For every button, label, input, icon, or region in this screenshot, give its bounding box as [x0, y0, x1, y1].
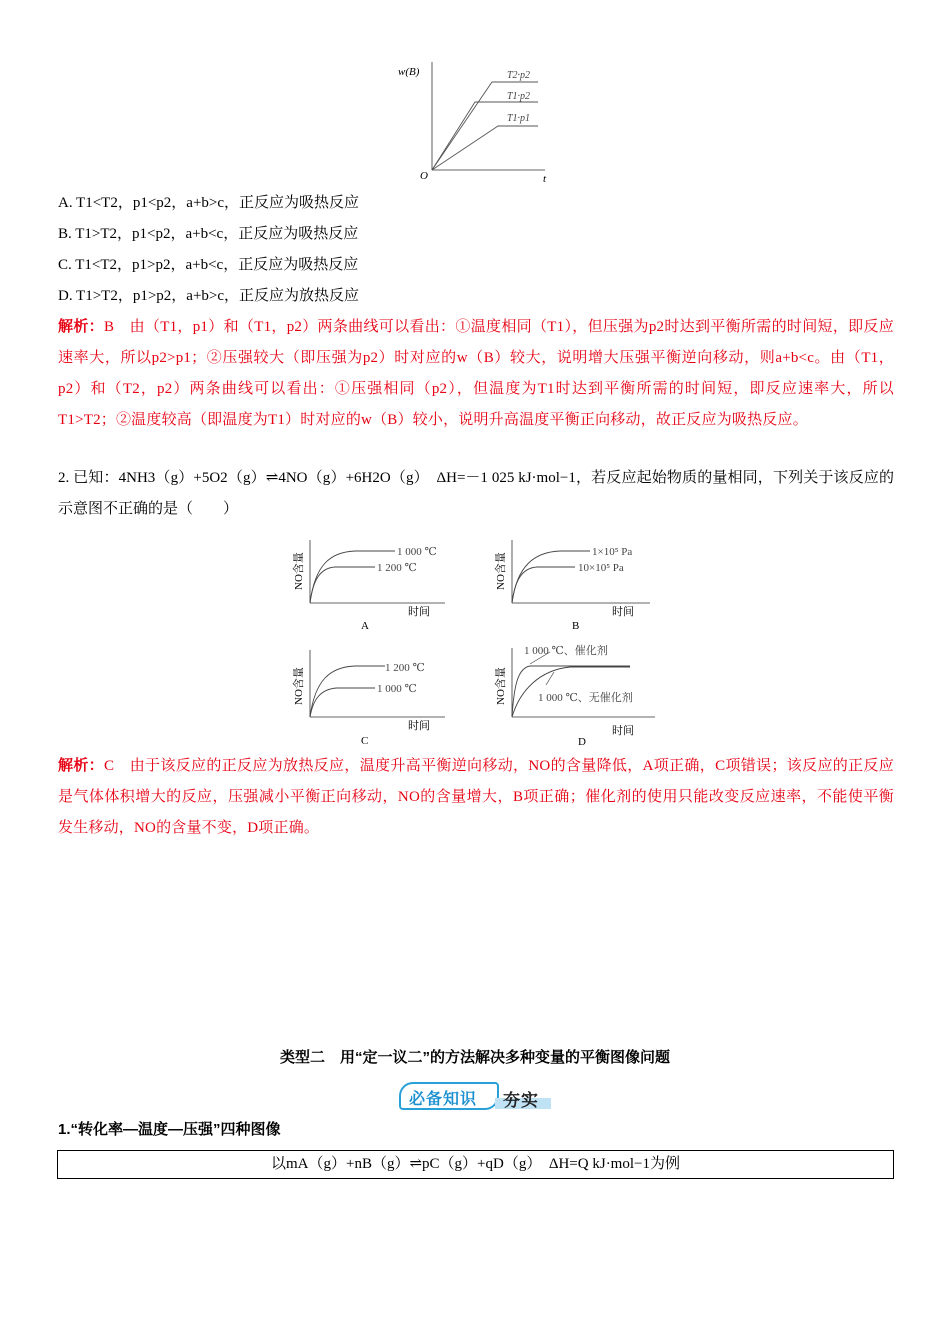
section-title: 类型二 用“定一议二”的方法解决多种变量的平衡图像问题	[279, 1049, 670, 1066]
graph-c	[285, 645, 455, 750]
graph-d-upper-label: 1 000 ℃、催化剂	[524, 645, 608, 657]
badge-suffix: 夯实	[503, 1091, 539, 1110]
analysis-2	[58, 751, 894, 844]
analysis-answer: B	[103, 319, 115, 335]
graph-b-xlabel: 时间	[612, 606, 634, 618]
item-number: 1.	[58, 1121, 71, 1138]
graph-b-ylabel: NO含量	[495, 552, 507, 590]
graph-a-xlabel: 时间	[408, 606, 430, 618]
graph-a	[285, 535, 455, 635]
analysis-answer: C	[104, 758, 115, 774]
option-d: D. T1>T2，p1>p2，a+b>c，正反应为放热反应	[58, 288, 360, 304]
graph-d	[490, 640, 675, 750]
graph-a-lower-label: 1 200 ℃	[377, 562, 417, 574]
analysis-1	[58, 312, 894, 436]
option-c: C. T1<T2，p1>p2，a+b<c，正反应为吸热反应	[58, 257, 359, 273]
item-title-text: “转化率—温度—压强”四种图像	[70, 1121, 281, 1138]
knowledge-badge	[399, 1082, 552, 1112]
option-a: A. T1<T2，p1<p2，a+b>c，正反应为吸热反应	[58, 195, 360, 211]
curve-label-t1p2: T1·p2	[507, 91, 531, 102]
graph-d-caption: D	[578, 736, 586, 748]
badge-label: 必备知识	[409, 1091, 478, 1108]
graph-c-ylabel: NO含量	[293, 667, 305, 705]
graph-a-caption: A	[361, 620, 369, 632]
graph-d-xlabel: 时间	[612, 725, 634, 737]
example-box: 以mA（g）+nB（g）⇌pC（g）+qD（g） ΔH=Q kJ·mol−1为例	[57, 1150, 894, 1179]
origin-label: O	[420, 170, 428, 182]
graph-c-caption: C	[361, 735, 369, 747]
wb-time-figure	[390, 60, 560, 185]
item-1-title	[58, 1120, 281, 1140]
graph-b	[490, 535, 665, 635]
graph-b-caption: B	[572, 620, 580, 632]
question-2	[58, 463, 894, 525]
question-number: 2.	[58, 470, 70, 486]
question-text: 已知：4NH3（g）+5O2（g）⇌4NO（g）+6H2O（g） ΔH=－1 025 kJ·mol−1，若反应起始物质的量相同，下列关于该反应的示意图不正确的是（ ）	[58, 470, 894, 517]
curve-label-t2p2: T2·p2	[507, 70, 531, 81]
analysis-text: 由（T1，p1）和（T1，p2）两条曲线可以看出：①温度相同（T1），但压强为p2时达到平衡所需的时间短，即反应速率大，所以p2>p1；②压强较大（即压强为p2）时对应的w（B）较大，说明增大压强平衡逆向移动，则a+b<c。由（T1，p2）和（T2，p2）两条曲线可以看出：①压强相同（p2），但温度为T1时达到平衡所需的时间短，即反应速率大，所以T1>T2；②温度较高（即温度为T1）时对应的w（B）较小，说明升高温度平衡正向移动，故正反应为吸热反应。	[58, 319, 894, 428]
graph-c-xlabel: 时间	[408, 720, 430, 732]
graph-d-ylabel: NO含量	[495, 667, 507, 705]
analysis-label: 解析：	[58, 758, 105, 774]
graph-b-upper-label: 1×10⁵ Pa	[592, 546, 633, 558]
graph-c-upper-label: 1 200 ℃	[385, 662, 425, 674]
analysis-text: 由于该反应的正反应为放热反应，温度升高平衡逆向移动，NO的含量降低，A项正确，C项错误；该反应的正反应是气体体积增大的反应，压强减小平衡正向移动，NO的含量增大，B项正确；催化剂的使用只能改变反应速率，不能使平衡发生移动，NO的含量不变，D项正确。	[58, 758, 894, 836]
graph-d-lower-label: 1 000 ℃、无催化剂	[538, 692, 633, 704]
graph-a-ylabel: NO含量	[293, 552, 305, 590]
analysis-label: 解析：	[58, 319, 104, 335]
option-b: B. T1>T2，p1<p2，a+b<c，正反应为吸热反应	[58, 226, 359, 242]
t-axis-label: t	[543, 173, 547, 185]
graph-a-upper-label: 1 000 ℃	[397, 546, 437, 558]
graph-b-lower-label: 10×10⁵ Pa	[578, 562, 624, 574]
curve-label-t1p1: T1·p1	[507, 113, 531, 124]
wb-axis-label: w(B)	[398, 66, 420, 78]
graph-c-lower-label: 1 000 ℃	[377, 683, 417, 695]
